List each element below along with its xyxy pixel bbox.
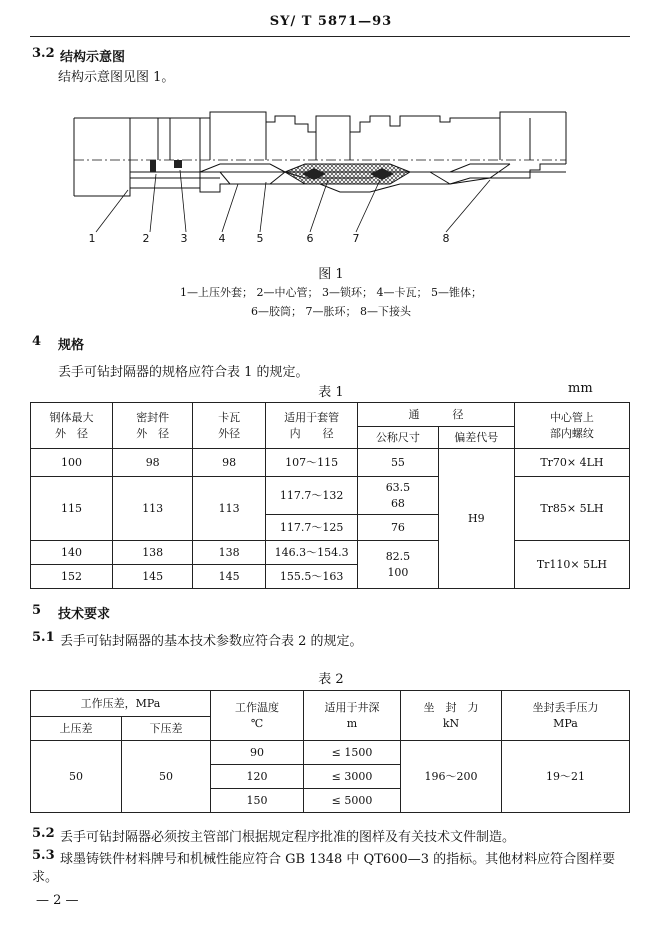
- t2-cell: ≤ 1500: [304, 741, 401, 765]
- t1-cell: 55: [358, 449, 438, 477]
- t1-cell: 113: [113, 477, 193, 541]
- fig-label-3: 3: [180, 232, 188, 245]
- t1-cell: Tr70× 4LH: [514, 449, 629, 477]
- t1-cell: 82.5 100: [358, 541, 438, 589]
- t1-header-casing: 适用于套管 内 径: [266, 403, 358, 449]
- table1-title: 表 1: [318, 385, 344, 400]
- t1-header-od: 钢体最大 外 径: [31, 403, 113, 449]
- section-4-title: 规格: [58, 338, 85, 353]
- section-3-2-number: 3.2: [32, 46, 55, 61]
- section-3-2-text: 结构示意图见图 1。: [58, 70, 175, 85]
- t1-cell: 145: [113, 565, 193, 589]
- t1-tolerance-cell: H9: [438, 449, 514, 589]
- t1-header-slip: 卡瓦 外径: [193, 403, 266, 449]
- header-rule: [30, 36, 630, 37]
- table-row: [31, 541, 630, 565]
- figure-title: 图 1: [318, 267, 344, 282]
- t2-header-release: 坐封丢手压力 MPa: [502, 691, 630, 741]
- page-number: — 2 —: [36, 893, 79, 908]
- t1-cell: 100: [31, 449, 113, 477]
- fig-label-5: 5: [256, 232, 264, 245]
- t2-cell: ≤ 3000: [304, 765, 401, 789]
- table1-unit: mm: [568, 381, 593, 396]
- t2-cell: 50: [31, 741, 122, 813]
- t1-header-thread: 中心管上 部内螺纹: [514, 403, 629, 449]
- section-5-title: 技术要求: [58, 607, 111, 622]
- t1-header-tolerance: 偏差代号: [438, 427, 514, 449]
- t1-cell: 63.5 68: [358, 477, 438, 515]
- t1-cell: 145: [193, 565, 266, 589]
- table2-title: 表 2: [318, 672, 344, 687]
- fig-label-2: 2: [142, 232, 150, 245]
- section-4-text: 丢手可钻封隔器的规格应符合表 1 的规定。: [58, 365, 309, 380]
- t1-header-bore: 通 径: [358, 403, 515, 427]
- t2-header-upper: 上压差: [31, 717, 122, 741]
- section-5-3-text-line1: 球墨铸铁件材料牌号和机械性能应符合 GB 1348 中 QT600—3 的指标。其他材料应符合图样要: [60, 852, 616, 867]
- t1-cell: 140: [31, 541, 113, 565]
- table1: [30, 402, 630, 589]
- section-5-2-text: 丢手可钻封隔器必须按主管部门根据规定程序批准的图样及有关技术文件制造。: [60, 830, 516, 845]
- t1-cell: 115: [31, 477, 113, 541]
- t1-cell: 138: [113, 541, 193, 565]
- table-row: [31, 477, 630, 515]
- t2-header-depth: 适用于井深 m: [304, 691, 401, 741]
- t2-cell: 90: [211, 741, 304, 765]
- table2: [30, 690, 630, 813]
- t2-header-force: 坐 封 力 kN: [401, 691, 502, 741]
- figure-legend-line2: 6—胶筒； 7—胀环； 8—下接头: [251, 305, 411, 318]
- t2-cell: 19～21: [502, 741, 630, 813]
- fig-label-7: 7: [352, 232, 360, 245]
- t1-cell: 152: [31, 565, 113, 589]
- t1-header-seal: 密封件 外 径: [113, 403, 193, 449]
- section-4-number: 4: [32, 334, 42, 349]
- table-row: [31, 741, 630, 765]
- section-5-number: 5: [32, 603, 42, 618]
- t2-cell: 150: [211, 789, 304, 813]
- fig-label-6: 6: [306, 232, 314, 245]
- fig-label-4: 4: [218, 232, 226, 245]
- t2-cell: ≤ 5000: [304, 789, 401, 813]
- t1-cell: 98: [113, 449, 193, 477]
- t1-cell: Tr85× 5LH: [514, 477, 629, 541]
- table-row: [31, 449, 630, 477]
- t1-cell: 146.3～154.3: [266, 541, 358, 565]
- t1-cell: 98: [193, 449, 266, 477]
- t1-cell: 155.5～163: [266, 565, 358, 589]
- section-3-2-title: 结构示意图: [60, 50, 126, 65]
- t1-cell: 107～115: [266, 449, 358, 477]
- t1-cell: 138: [193, 541, 266, 565]
- page-header: SY/ T 5871—93: [269, 14, 393, 29]
- t1-cell: 117.7～125: [266, 515, 358, 541]
- section-5-1-number: 5.1: [32, 630, 55, 645]
- packer-drawing: [70, 108, 580, 248]
- t1-cell: 113: [193, 477, 266, 541]
- section-5-3-text-line2: 求。: [32, 870, 59, 885]
- t1-cell: Tr110× 5LH: [514, 541, 629, 589]
- t2-cell: 120: [211, 765, 304, 789]
- t1-header-nominal: 公称尺寸: [358, 427, 438, 449]
- section-5-3-number: 5.3: [32, 848, 55, 863]
- t2-header-lower: 下压差: [122, 717, 211, 741]
- figure-legend-line1: 1—上压外套； 2—中心管； 3—锁环； 4—卡瓦； 5—锥体；: [180, 286, 482, 299]
- fig-label-8: 8: [442, 232, 450, 245]
- t2-header-pressure: 工作压差，MPa: [31, 691, 211, 717]
- t1-cell: 117.7～132: [266, 477, 358, 515]
- t2-cell: 50: [122, 741, 211, 813]
- structure-figure: [70, 108, 580, 248]
- t1-cell: 76: [358, 515, 438, 541]
- t2-cell: 196～200: [401, 741, 502, 813]
- section-5-2-number: 5.2: [32, 826, 55, 841]
- fig-label-1: 1: [88, 232, 96, 245]
- t2-header-temp: 工作温度 ℃: [211, 691, 304, 741]
- section-5-1-text: 丢手可钻封隔器的基本技术参数应符合表 2 的规定。: [60, 634, 363, 649]
